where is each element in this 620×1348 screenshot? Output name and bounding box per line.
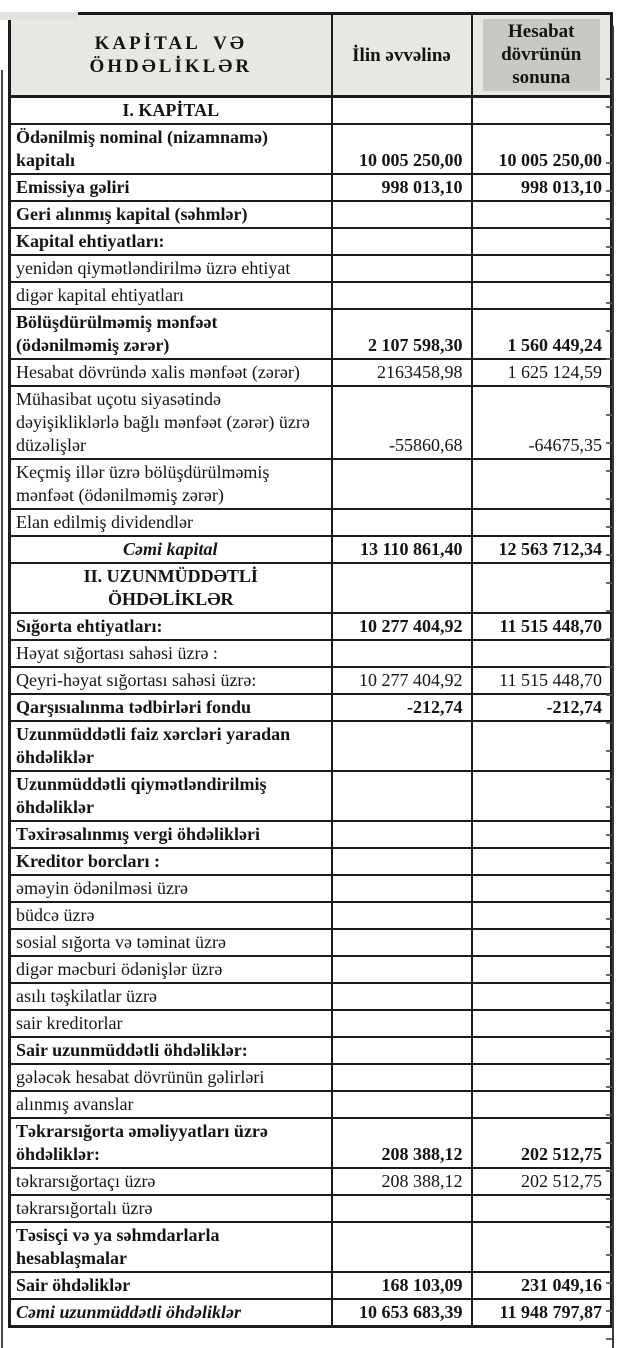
table-row [10,255,612,282]
row-label: təkrarsığortaçı üzrə [10,1168,332,1195]
row-value-end-of-period: 231 049,16 [472,1272,612,1299]
table-row [10,309,612,359]
table-row [10,97,612,125]
header-end-of-reporting-period-highlight: Hesabat dövrünün sonuna [483,19,601,91]
row-value-end-of-period [472,848,612,875]
row-value-beginning-of-year [332,956,472,983]
row-label: Uzunmüddətli faiz xərcləri yaradan öhdəliklər [10,721,332,771]
row-value-beginning-of-year [332,97,472,125]
row-label: Təsisçi və ya səhmdarlarla hesablaşmalar [10,1222,332,1272]
row-value-end-of-period: 11 948 797,87 [472,1299,612,1327]
row-label: gələcək hesabat dövrünün gəlirləri [10,1064,332,1091]
row-value-end-of-period: -64675,35 [472,386,612,459]
row-label: Sığorta ehtiyatları: [10,613,332,640]
row-value-beginning-of-year: 10 005 250,00 [332,124,472,174]
table-row [10,201,612,228]
row-label: II. UZUNMÜDDƏTLİ ÖHDƏLİKLƏR [10,563,332,613]
row-label: Qeyri-həyat sığortası sahəsi üzrə: [10,667,332,694]
row-value-beginning-of-year [332,1037,472,1064]
row-value-end-of-period: 11 515 448,70 [472,613,612,640]
row-label: Keçmiş illər üzrə bölüşdürülməmiş mənfəət (ödənilməmiş zərər) [10,459,332,509]
table-row [10,875,612,902]
row-value-end-of-period [472,1064,612,1091]
row-label: Cəmi uzunmüddətli öhdəliklər [10,1299,332,1327]
table-row [10,1272,612,1299]
table-row [10,694,612,721]
row-value-end-of-period: 202 512,75 [472,1118,612,1168]
table-row [10,848,612,875]
row-value-beginning-of-year: 208 388,12 [332,1118,472,1168]
table-row [10,228,612,255]
row-label: Sair uzunmüddətli öhdəliklər: [10,1037,332,1064]
row-label: sosial sığorta və təminat üzrə [10,929,332,956]
row-value-end-of-period [472,201,612,228]
row-value-end-of-period: -212,74 [472,694,612,721]
table-row [10,721,612,771]
row-label: Qarşısıalınma tədbirləri fondu [10,694,332,721]
row-value-beginning-of-year [332,875,472,902]
row-label: Uzunmüddətli qiymətləndirilmiş öhdəliklər [10,771,332,821]
scan-artifact-top-strip [0,12,78,20]
table-row [10,771,612,821]
table-row [10,902,612,929]
table-row [10,1168,612,1195]
row-value-beginning-of-year [332,848,472,875]
row-value-beginning-of-year [332,201,472,228]
table-row [10,613,612,640]
row-value-beginning-of-year: 10 653 683,39 [332,1299,472,1327]
row-label: digər məcburi ödənişlər üzrə [10,956,332,983]
row-value-beginning-of-year [332,563,472,613]
row-label: alınmış avanslar [10,1091,332,1118]
table-row [10,1064,612,1091]
row-value-beginning-of-year [332,459,472,509]
row-value-beginning-of-year: 208 388,12 [332,1168,472,1195]
row-value-beginning-of-year [332,983,472,1010]
row-value-end-of-period [472,929,612,956]
table-row [10,282,612,309]
row-value-end-of-period [472,640,612,667]
row-value-beginning-of-year: 2 107 598,30 [332,309,472,359]
header-capital-and-liabilities: KAPİTAL VƏ ÖHDƏLİKLƏR [10,14,332,97]
row-value-end-of-period: 10 005 250,00 [472,124,612,174]
row-label: büdcə üzrə [10,902,332,929]
table-row [10,821,612,848]
row-value-beginning-of-year [332,902,472,929]
row-value-beginning-of-year [332,1195,472,1222]
row-label: Kapital ehtiyatları: [10,228,332,255]
row-label: yenidən qiymətləndirilmə üzrə ehtiyat [10,255,332,282]
row-value-beginning-of-year: 998 013,10 [332,174,472,201]
row-value-end-of-period [472,1010,612,1037]
table-row [10,929,612,956]
row-value-beginning-of-year [332,509,472,536]
scan-artifact-left-edge-line [1,70,3,1348]
row-value-beginning-of-year [332,1010,472,1037]
row-value-beginning-of-year [332,1091,472,1118]
row-label: Mühasibat uçotu siyasətində dəyişikliklərlə bağlı mənfəət (zərər) üzrə düzəlişlər [10,386,332,459]
row-value-beginning-of-year: 2163458,98 [332,359,472,386]
row-value-beginning-of-year [332,721,472,771]
row-label: Bölüşdürülməmiş mənfəət (ödənilməmiş zərər) [10,309,332,359]
table-row [10,563,612,613]
table-row [10,386,612,459]
row-value-beginning-of-year [332,282,472,309]
row-value-end-of-period [472,902,612,929]
row-value-beginning-of-year: 10 277 404,92 [332,613,472,640]
scan-artifact-right-edge-line [612,26,614,1348]
table-row [10,1299,612,1327]
row-label: əməyin ödənilməsi üzrə [10,875,332,902]
table-row [10,1118,612,1168]
table-row [10,459,612,509]
table-row [10,536,612,563]
table-row [10,124,612,174]
row-value-beginning-of-year [332,1222,472,1272]
row-value-beginning-of-year [332,821,472,848]
row-value-end-of-period [472,821,612,848]
row-value-end-of-period: 202 512,75 [472,1168,612,1195]
row-value-beginning-of-year [332,771,472,821]
row-value-end-of-period [472,1091,612,1118]
table-row [10,667,612,694]
row-value-beginning-of-year: 168 103,09 [332,1272,472,1299]
row-value-beginning-of-year: 13 110 861,40 [332,536,472,563]
table-row [10,1195,612,1222]
row-label: Ödənilmiş nominal (nizamnamə) kapitalı [10,124,332,174]
row-value-beginning-of-year [332,228,472,255]
row-value-end-of-period [472,255,612,282]
row-value-beginning-of-year [332,929,472,956]
table-row [10,983,612,1010]
row-value-end-of-period [472,228,612,255]
row-label: Hesabat dövründə xalis mənfəət (zərər) [10,359,332,386]
row-label: Sair öhdəliklər [10,1272,332,1299]
row-value-beginning-of-year [332,255,472,282]
row-value-end-of-period: 12 563 712,34 [472,536,612,563]
table-row [10,509,612,536]
row-value-beginning-of-year [332,1064,472,1091]
row-value-beginning-of-year: -212,74 [332,694,472,721]
row-value-end-of-period: 998 013,10 [472,174,612,201]
row-value-end-of-period [472,1037,612,1064]
row-label: təkrarsığortalı üzrə [10,1195,332,1222]
table-header-row [10,14,612,97]
capital-and-liabilities-table [8,12,613,1328]
row-value-end-of-period [472,956,612,983]
header-end-of-reporting-period [472,14,612,97]
row-label: Elan edilmiş dividendlər [10,509,332,536]
row-label: Geri alınmış kapital (səhmlər) [10,201,332,228]
row-label: asılı təşkilatlar üzrə [10,983,332,1010]
row-value-end-of-period [472,1222,612,1272]
table-row [10,956,612,983]
row-value-end-of-period [472,97,612,125]
row-label: Cəmi kapital [10,536,332,563]
row-value-end-of-period [472,1195,612,1222]
row-label: Təxirəsalınmış vergi öhdəlikləri [10,821,332,848]
row-value-end-of-period [472,459,612,509]
table-row [10,1091,612,1118]
row-value-beginning-of-year: 10 277 404,92 [332,667,472,694]
row-label: digər kapital ehtiyatları [10,282,332,309]
row-label: Həyat sığortası sahəsi üzrə : [10,640,332,667]
row-label: Kreditor borcları : [10,848,332,875]
table-row [10,359,612,386]
row-value-beginning-of-year [332,640,472,667]
scanned-balance-sheet-page [0,12,620,1348]
table-row [10,640,612,667]
row-value-end-of-period [472,875,612,902]
header-beginning-of-year: İlin əvvəlinə [332,14,472,97]
table-row [10,1037,612,1064]
row-value-end-of-period: 11 515 448,70 [472,667,612,694]
row-value-end-of-period [472,983,612,1010]
row-value-end-of-period [472,282,612,309]
row-label: sair kreditorlar [10,1010,332,1037]
table-row [10,1222,612,1272]
row-value-end-of-period [472,721,612,771]
table-row [10,1010,612,1037]
table-row [10,174,612,201]
row-value-end-of-period [472,509,612,536]
row-label: Emissiya gəliri [10,174,332,201]
row-value-end-of-period [472,563,612,613]
row-value-end-of-period: 1 625 124,59 [472,359,612,386]
row-label: I. KAPİTAL [10,97,332,125]
row-value-beginning-of-year: -55860,68 [332,386,472,459]
row-value-end-of-period: 1 560 449,24 [472,309,612,359]
row-label: Təkrarsığorta əməliyyatları üzrə öhdəliklər: [10,1118,332,1168]
row-value-end-of-period [472,771,612,821]
